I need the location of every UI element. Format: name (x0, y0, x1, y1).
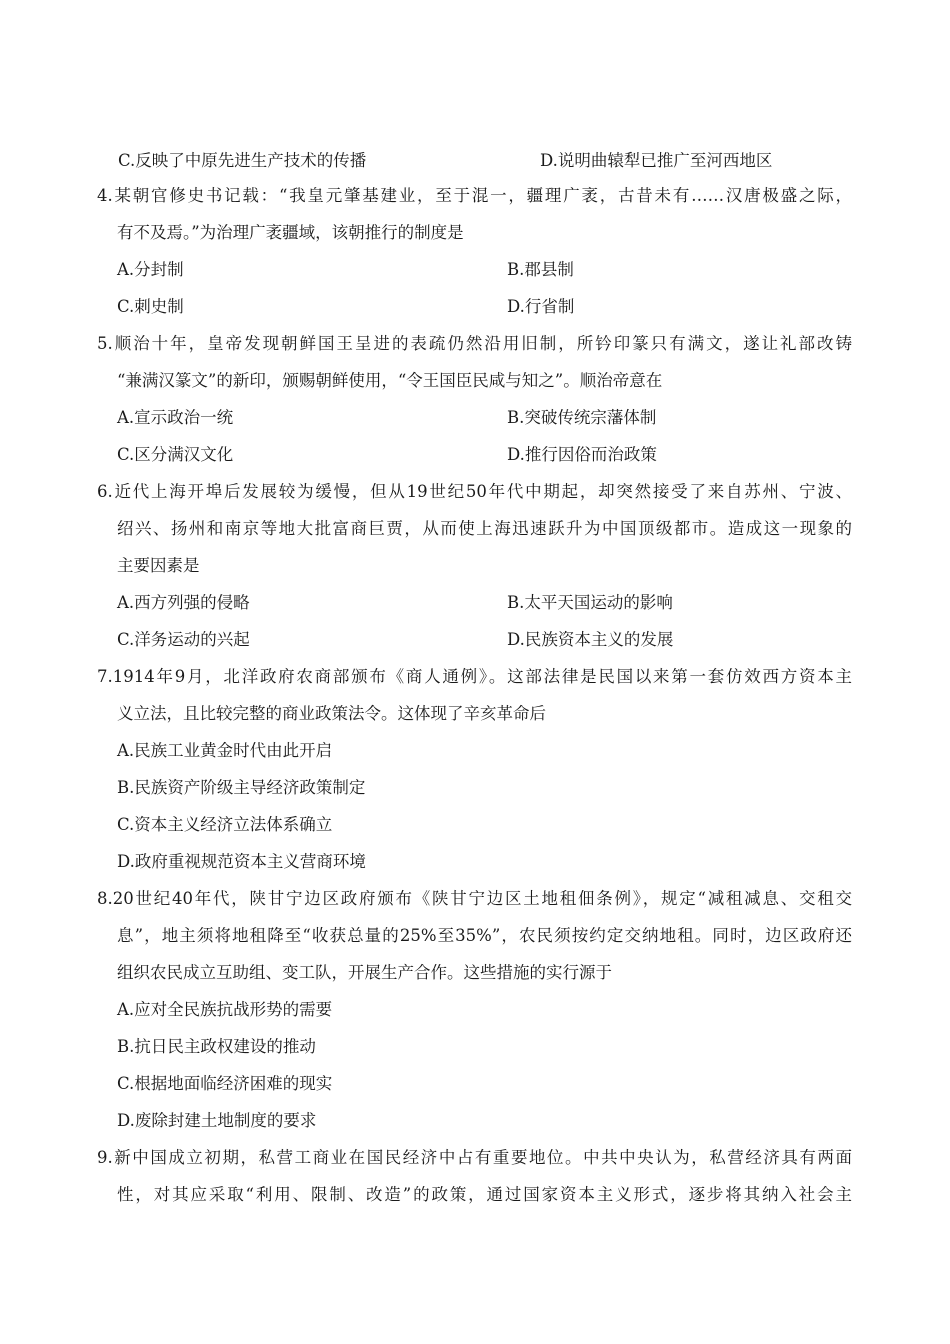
q6-option-c[interactable]: C.洋务运动的兴起 (117, 630, 250, 649)
q6-stem-line-2: 绍兴、扬州和南京等地大批富商巨贾，从而使上海迅速跃升为中国顶级都市。造成这一现象的 (117, 519, 852, 538)
q8-stem-line-2: 息”，地主须将地租降至“收获总量的25%至35%”，农民须按约定交纳地租。同时，边区政府还 (117, 926, 852, 945)
q6-option-d[interactable]: D.民族资本主义的发展 (507, 630, 674, 649)
q8-stem-line-1: 8.20世纪40年代，陕甘宁边区政府颁布《陕甘宁边区土地租佃条例》，规定“减租减息、交租交 (97, 889, 852, 908)
q4-option-c[interactable]: C.刺史制 (117, 297, 184, 316)
q3-option-d[interactable]: D.说明曲辕犁已推广至河西地区 (540, 151, 773, 170)
q8-option-c[interactable]: C.根据地面临经济困难的现实 (117, 1074, 333, 1093)
q9-stem-line-1: 9.新中国成立初期，私营工商业在国民经济中占有重要地位。中共中央认为，私营经济具有两面 (97, 1148, 852, 1167)
q5-option-b[interactable]: B.突破传统宗藩体制 (507, 408, 657, 427)
q3-option-c[interactable]: C.反映了中原先进生产技术的传播 (118, 151, 367, 170)
q4-option-a[interactable]: A.分封制 (117, 260, 184, 279)
q4-option-d[interactable]: D.行省制 (507, 297, 575, 316)
q5-option-d[interactable]: D.推行因俗而治政策 (507, 445, 657, 464)
q7-option-b[interactable]: B.民族资产阶级主导经济政策制定 (117, 778, 366, 797)
q8-option-a[interactable]: A.应对全民族抗战形势的需要 (117, 1000, 333, 1019)
q5-option-a[interactable]: A.宣示政治一统 (117, 408, 234, 427)
q4-stem-line-2: 有不及焉。”为治理广袤疆域，该朝推行的制度是 (117, 223, 464, 242)
q7-option-c[interactable]: C.资本主义经济立法体系确立 (117, 815, 333, 834)
q6-stem-line-1: 6.近代上海开埠后发展较为缓慢，但从19世纪50年代中期起，却突然接受了来自苏州、宁波、 (97, 482, 852, 501)
q5-option-c[interactable]: C.区分满汉文化 (117, 445, 234, 464)
q6-stem-line-3: 主要因素是 (117, 556, 200, 575)
q7-stem-line-2: 义立法，且比较完整的商业政策法令。这体现了辛亥革命后 (117, 704, 546, 723)
q7-stem-line-1: 7.1914年9月，北洋政府农商部颁布《商人通例》。这部法律是民国以来第一套仿效西方资本主 (97, 667, 852, 686)
q8-option-d[interactable]: D.废除封建土地制度的要求 (117, 1111, 317, 1130)
q4-option-b[interactable]: B.郡县制 (507, 260, 574, 279)
q9-stem-line-2: 性，对其应采取“利用、限制、改造”的政策，通过国家资本主义形式，逐步将其纳入社会主 (117, 1185, 852, 1204)
q7-option-a[interactable]: A.民族工业黄金时代由此开启 (117, 741, 333, 760)
q4-stem-line-1: 4.某朝官修史书记载：“我皇元肇基建业，至于混一，疆理广袤，古昔未有……汉唐极盛之际， (97, 186, 852, 205)
q6-option-b[interactable]: B.太平天国运动的影响 (507, 593, 673, 612)
q6-option-a[interactable]: A.西方列强的侵略 (117, 593, 250, 612)
q8-stem-line-3: 组织农民成立互助组、变工队，开展生产合作。这些措施的实行源于 (117, 963, 612, 982)
q7-option-d[interactable]: D.政府重视规范资本主义营商环境 (117, 852, 366, 871)
q5-stem-line-1: 5.顺治十年，皇帝发现朝鲜国王呈进的表疏仍然沿用旧制，所钤印篆只有满文，遂让礼部改铸 (97, 334, 852, 353)
q8-option-b[interactable]: B.抗日民主政权建设的推动 (117, 1037, 316, 1056)
q5-stem-line-2: “兼满汉篆文”的新印，颁赐朝鲜使用，“令王国臣民咸与知之”。顺治帝意在 (117, 371, 663, 390)
